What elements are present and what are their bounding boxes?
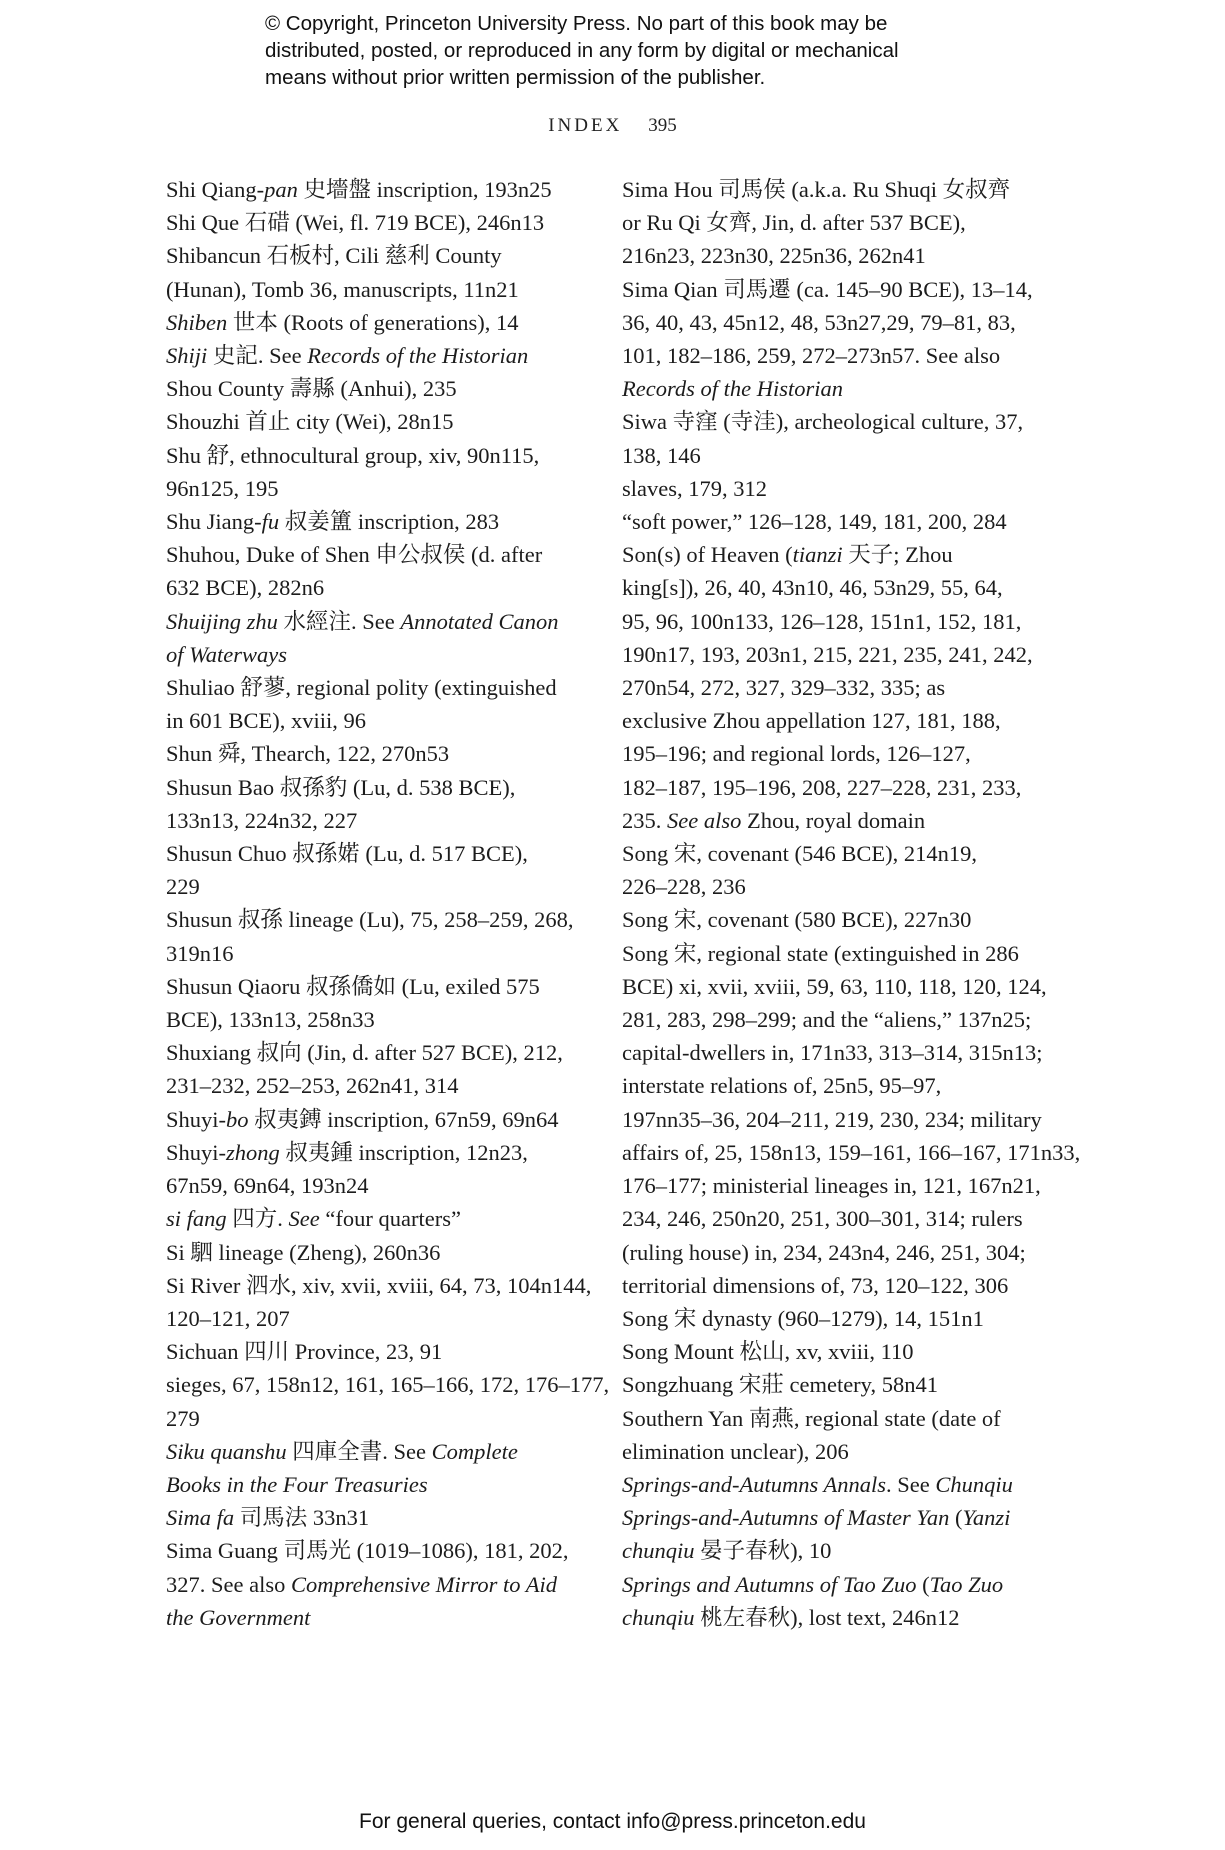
index-entry-line: Shuijing zhu 水經注. See Annotated Canon: [166, 608, 559, 634]
index-entry: [166, 339, 586, 372]
index-entry: [166, 1136, 586, 1202]
index-entry-line: Sima Qian 司馬遷 (ca. 145–90 BCE), 13–14,: [622, 276, 1033, 302]
index-column-left: [166, 173, 610, 1634]
index-entry-line: 195–196; and regional lords, 126–127,: [622, 741, 971, 767]
index-entry-line: Shiben 世本 (Roots of generations), 14: [166, 309, 519, 335]
index-entry: [166, 1236, 586, 1269]
index-entry-line: Siku quanshu 四庫全書. See Complete: [166, 1438, 518, 1464]
copyright-line: distributed, posted, or reproduced in any form by digital or mechanical: [265, 39, 899, 62]
index-entry-line: the Government: [166, 1604, 311, 1630]
index-entry-line: Song 宋, regional state (extinguished in 286: [622, 940, 1019, 966]
index-entry-line: Shuxiang 叔向 (Jin, d. after 527 BCE), 212,: [166, 1040, 563, 1066]
section-title: INDEX: [548, 115, 623, 136]
index-entry: [166, 405, 586, 438]
index-entry: [622, 1501, 1062, 1567]
index-entry-line: Si 駟 lineage (Zheng), 260n36: [166, 1239, 441, 1265]
index-entry: [166, 1335, 586, 1368]
index-entry-line: Shuyi-zhong 叔夷鍾 inscription, 12n23,: [166, 1139, 528, 1165]
index-entry-line: Records of the Historian: [622, 376, 844, 402]
running-head: [0, 115, 1225, 137]
index-entry-line: 197nn35–36, 204–211, 219, 230, 234; military: [622, 1106, 1042, 1132]
index-entry-line: 327. See also Comprehensive Mirror to Aid: [166, 1571, 558, 1597]
index-entry-line: 234, 246, 250n20, 251, 300–301, 314; rulers: [622, 1206, 1023, 1232]
index-entry: [166, 737, 586, 770]
index-entry-line: 67n59, 69n64, 193n24: [166, 1173, 369, 1199]
index-entry-line: Shun 舜, Thearch, 122, 270n53: [166, 741, 450, 767]
index-entry-line: BCE) xi, xvii, xviii, 59, 63, 110, 118, 120, 124,: [622, 973, 1047, 999]
index-entry-line: Shi Qiang-pan 史墻盤 inscription, 193n25: [166, 177, 552, 202]
index-entry: [166, 1501, 586, 1534]
index-entry: [622, 1302, 1062, 1335]
index-entry-line: Si River 泗水, xiv, xvii, xviii, 64, 73, 104n144,: [166, 1272, 592, 1298]
index-entry-line: 96n125, 195: [166, 475, 279, 501]
index-entry-line: Shuhou, Duke of Shen 申公叔侯 (d. after: [166, 542, 543, 568]
index-entry: [166, 206, 586, 239]
index-entry: [166, 671, 586, 737]
index-entry-line: king[s]), 26, 40, 43n10, 46, 53n29, 55, 64,: [622, 575, 1003, 601]
index-entry: [622, 472, 1062, 505]
index-entry-line: si fang 四方. See “four quarters”: [166, 1206, 461, 1232]
index-entry-line: BCE), 133n13, 258n33: [166, 1007, 375, 1033]
index-entry-line: Shu 舒, ethnocultural group, xiv, 90n115,: [166, 442, 540, 468]
index-entry-line: or Ru Qi 女齊, Jin, d. after 537 BCE),: [622, 210, 966, 236]
index-entry: [622, 1468, 1062, 1501]
copyright-notice: [265, 10, 1025, 91]
index-entry-line: Son(s) of Heaven (tianzi 天子; Zhou: [622, 542, 953, 568]
index-entry-line: Springs-and-Autumns of Master Yan (Yanzi: [622, 1505, 1011, 1531]
index-entry-line: Song Mount 松山, xv, xviii, 110: [622, 1339, 914, 1365]
index-entry: [622, 505, 1062, 538]
index-entry-line: Song 宋, covenant (580 BCE), 227n30: [622, 907, 972, 933]
index-entry: [166, 1103, 586, 1136]
index-entry-line: Sichuan 四川 Province, 23, 91: [166, 1339, 443, 1365]
index-entry-line: 190n17, 193, 203n1, 215, 221, 235, 241, 242,: [622, 641, 1033, 667]
index-entry-line: slaves, 179, 312: [622, 475, 767, 501]
index-entry: [622, 538, 1062, 837]
index-entry-line: affairs of, 25, 158n13, 159–161, 166–167, 171n33,: [622, 1139, 1081, 1165]
index-entry: [166, 605, 586, 671]
index-entry: [622, 903, 1062, 936]
index-entry-line: territorial dimensions of, 73, 120–122, 306: [622, 1272, 1009, 1298]
index-entry-line: Sima fa 司馬法 33n31: [166, 1505, 370, 1531]
index-entry-line: in 601 BCE), xviii, 96: [166, 708, 367, 734]
page-number: 395: [648, 115, 677, 136]
index-entry-line: 632 BCE), 282n6: [166, 575, 325, 601]
index-entry: [166, 439, 586, 505]
copyright-line: means without prior written permission of the publisher.: [265, 66, 766, 89]
index-entry-line: Shou County 壽縣 (Anhui), 235: [166, 376, 457, 402]
index-entry-line: Shuyi-bo 叔夷鎛 inscription, 67n59, 69n64: [166, 1106, 559, 1132]
index-entry-line: Books in the Four Treasuries: [166, 1471, 428, 1497]
index-entry: [166, 1435, 586, 1501]
index-entry: [166, 538, 586, 604]
index-entry-line: 235. See also Zhou, royal domain: [622, 807, 926, 833]
index-entry-line: Sima Guang 司馬光 (1019–1086), 181, 202,: [166, 1538, 569, 1564]
index-entry-line: 216n23, 223n30, 225n36, 262n41: [622, 243, 926, 269]
index-entry: [622, 1335, 1062, 1368]
copyright-line: © Copyright, Princeton University Press. No part of this book may be: [265, 12, 888, 35]
index-entry: [166, 306, 586, 339]
index-entry: [166, 239, 586, 305]
index-entry-line: Southern Yan 南燕, regional state (date of: [622, 1405, 1001, 1431]
index-entry: [166, 372, 586, 405]
index-entry-line: Shusun Qiaoru 叔孫僑如 (Lu, exiled 575: [166, 973, 540, 999]
index-entry: [166, 1368, 610, 1434]
index-entry: [166, 970, 586, 1036]
index-entry-line: 176–177; ministerial lineages in, 121, 167n21,: [622, 1173, 1041, 1199]
index-entry: [622, 1402, 1062, 1468]
index-entry-line: Shusun Bao 叔孫豹 (Lu, d. 538 BCE),: [166, 774, 516, 800]
index-entry-line: interstate relations of, 25n5, 95–97,: [622, 1073, 942, 1099]
index-entry: [166, 505, 586, 538]
index-entry: [166, 903, 586, 969]
index-entry-line: (Hunan), Tomb 36, manuscripts, 11n21: [166, 276, 519, 302]
index-entry-line: “soft power,” 126–128, 149, 181, 200, 284: [622, 509, 1007, 535]
index-entry-line: Springs and Autumns of Tao Zuo (Tao Zuo: [622, 1571, 1004, 1597]
index-entry-line: 36, 40, 43, 45n12, 48, 53n27,29, 79–81, 83,: [622, 309, 1016, 335]
index-entry: [166, 1202, 586, 1235]
index-entry: [166, 1534, 586, 1634]
index-entry-line: Shu Jiang-fu 叔姜簠 inscription, 283: [166, 509, 500, 535]
index-entry-line: Springs-and-Autumns Annals. See Chunqiu: [622, 1471, 1013, 1497]
index-entry-line: exclusive Zhou appellation 127, 181, 188,: [622, 708, 1001, 734]
index-entry-line: Songzhuang 宋莊 cemetery, 58n41: [622, 1372, 938, 1398]
index-entry-line: 138, 146: [622, 442, 701, 468]
index-entry-line: sieges, 67, 158n12, 161, 165–166, 172, 176–177,: [166, 1372, 610, 1398]
footer-contact: For general queries, contact info@press.princeton.edu: [359, 1810, 866, 1833]
index-entry-line: Shusun Chuo 叔孫婼 (Lu, d. 517 BCE),: [166, 841, 528, 867]
index-entry-line: 95, 96, 100n133, 126–128, 151n1, 152, 181,: [622, 608, 1022, 634]
index-entry: [622, 1568, 1062, 1634]
index-entry-line: capital-dwellers in, 171n33, 313–314, 315n13;: [622, 1040, 1043, 1066]
index-entry: [622, 1368, 1062, 1401]
index-entry-line: Shuliao 舒蓼, regional polity (extinguished: [166, 675, 557, 701]
index-entry: [622, 837, 1062, 903]
index-entry-line: Song 宋 dynasty (960–1279), 14, 151n1: [622, 1305, 984, 1331]
index-entry-line: 281, 283, 298–299; and the “aliens,” 137n25;: [622, 1007, 1032, 1033]
index-entry-line: Shiji 史記. See Records of the Historian: [166, 343, 529, 369]
index-entry-line: (ruling house) in, 234, 243n4, 246, 251, 304;: [622, 1239, 1026, 1265]
index-entry-line: Siwa 寺窪 (寺洼), archeological culture, 37,: [622, 409, 1024, 435]
index-entry-line: elimination unclear), 206: [622, 1438, 849, 1464]
index-entry: [622, 405, 1062, 471]
index-entry-line: of Waterways: [166, 641, 288, 667]
index-entry-line: chunqiu 晏子春秋), 10: [622, 1538, 832, 1564]
index-entry-line: Song 宋, covenant (546 BCE), 214n19,: [622, 841, 977, 867]
index-entry: [622, 937, 1081, 1302]
index-column-right: [622, 173, 1081, 1634]
index-entry: [622, 173, 1062, 273]
index-entry-line: 133n13, 224n32, 227: [166, 807, 358, 833]
index-entry-line: chunqiu 桃左春秋), lost text, 246n12: [622, 1604, 960, 1630]
index-entry-line: 279: [166, 1405, 200, 1431]
index-entry-line: Shibancun 石板村, Cili 慈利 County: [166, 243, 502, 269]
index-entry-line: Shusun 叔孫 lineage (Lu), 75, 258–259, 268,: [166, 907, 574, 933]
index-entry-line: Shouzhi 首止 city (Wei), 28n15: [166, 409, 454, 435]
index-entry-line: 231–232, 252–253, 262n41, 314: [166, 1073, 459, 1099]
index-entry-line: 270n54, 272, 327, 329–332, 335; as: [622, 675, 946, 701]
index-entry: [166, 1036, 586, 1102]
index-entry: [166, 173, 586, 206]
index-entry-line: Shi Que 石碏 (Wei, fl. 719 BCE), 246n13: [166, 210, 545, 236]
index-entry: [622, 273, 1062, 406]
index-entry: [166, 1269, 592, 1335]
index-entry-line: 229: [166, 874, 200, 900]
index-entry-line: 101, 182–186, 259, 272–273n57. See also: [622, 343, 1001, 369]
index-entry-line: 182–187, 195–196, 208, 227–228, 231, 233,: [622, 774, 1022, 800]
index-entry-line: 120–121, 207: [166, 1305, 290, 1331]
index-entry-line: 226–228, 236: [622, 874, 746, 900]
index-entry: [166, 771, 586, 837]
index-entry: [166, 837, 586, 903]
index-entry-line: Sima Hou 司馬侯 (a.k.a. Ru Shuqi 女叔齊: [622, 177, 1011, 202]
index-entry-line: 319n16: [166, 940, 234, 966]
